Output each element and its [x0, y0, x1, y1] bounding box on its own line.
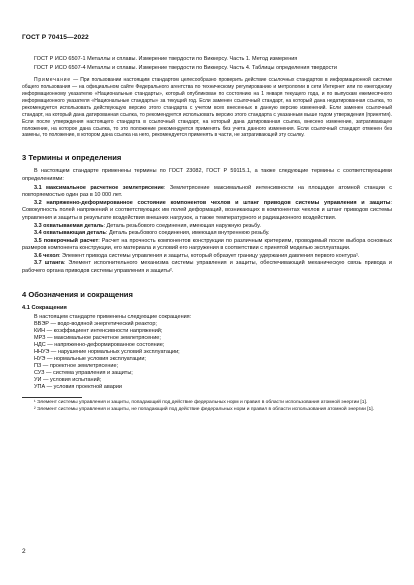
term-3-3-name: 3.3 охватываемая деталь: [34, 222, 104, 229]
term-3-4: [22, 230, 392, 238]
page-content: [22, 56, 392, 413]
term-3-7-definition: : Элемент исполнительного механизма системы управления и защиты, обеспечивающий механическую связь привода и рабочего органа приводов системы управления и защиты².: [22, 260, 392, 275]
standard-code-header: ГОСТ Р 70415—2022: [22, 34, 89, 41]
term-3-6-definition: : Элемент привода системы управления и защиты, который образует границу удержания давления первого контура¹.: [59, 252, 360, 259]
term-3-2-definition: : Совокупность полей напряжений и соответствующих им полей деформаций, возникающих в компонентах чехлов и штанг приводов системы управления и защиты в результате воздействия внешних нагрузок, а также температурного и радиационного воздействия.: [22, 199, 392, 221]
abbreviation-item: ННУЭ — нарушение нормальных условий эксплуатации;: [34, 349, 180, 356]
term-3-2: [22, 200, 392, 223]
reference-1: ГОСТ Р ИСО 6507-1 Металлы и сплавы. Измерение твердости по Виккерсу. Часть 1. Метод измерения: [34, 56, 298, 62]
abbreviation-item: СУЗ — система управления и защиты;: [34, 370, 133, 377]
section-4-intro: В настоящем стандарте применены следующие сокращения:: [34, 313, 192, 320]
term-3-5-name: 3.5 поверочный расчет: [34, 237, 99, 244]
term-3-5: [22, 238, 392, 253]
abbreviation-item: ВВЭР — водо-водяной энергетический реактор;: [34, 321, 157, 328]
note-paragraph: [22, 77, 392, 139]
abbreviation-list: [22, 321, 392, 391]
note-text: — При пользовании настоящим стандартом целесообразно проверить действие ссылочных стандартов в информационной системе общего пользования — на официальном сайте Федерального агентства по техническому регулированию и метрологии в сети Интернет или по ежегодному информационному указателю «Национальные стандарты», который опубликован по состоянию на 1 января текущего года, и по выпускам ежемесячного информационного указателя «Национальные стандарты» за текущий год. Если заменен ссылочный стандарт, на который дана недатированная ссылка, то рекомендуется использовать действующую версию этого стандарта с учетом всех внесенных в данную версию изменений. Если заменен ссылочный стандарт, на который дана датированная ссылка, то рекомендуется использовать версию этого стандарта с указанным выше годом утверждения (принятия). Если после утверждения настоящего стандарта в ссылочный стандарт, на который дана датированная ссылка, внесено изменение, затрагивающее положение, на которое дана ссылка, то это положение рекомендуется применять без учета данного изменения. Если ссылочный стандарт отменен без замены, то положение, в котором дана ссылка на него, рекомендуется применять в части, не затрагивающей эту ссылку.: [22, 77, 392, 139]
abbreviation-item: НУЭ — нормальные условия эксплуатации;: [34, 356, 146, 363]
abbreviation-item: КИН — коэффициент интенсивности напряжений;: [34, 328, 163, 335]
section-4-1-title: 4.1 Сокращения: [22, 304, 67, 311]
term-3-1-definition: : Землетрясение максимальной интенсивности на площадке атомной станции с повторяемостью один раз в 10 000 лет.: [22, 184, 392, 199]
term-3-1-name: 3.1 максимальное расчетное землетрясение: [34, 184, 164, 191]
footnote-divider: [22, 397, 82, 398]
reference-2: ГОСТ Р ИСО 6507-4 Металлы и сплавы. Измерение твердости по Виккерсу. Часть 4. Таблицы определения твердости: [34, 64, 337, 71]
term-3-5-definition: : Расчет на прочность компонентов конструкции по различным критериям, проводимый после выбора основных размеров компонента конструкции, его материала и условий его нагружения в соответствии с принятой моделью эксплуатации.: [22, 237, 392, 252]
abbreviation-item: МРЗ — максимальное расчетное землетрясение;: [34, 335, 161, 342]
abbreviation-item: ПЗ — проектное землетрясение;: [34, 363, 119, 370]
footnote-2: ² Элемент системы управления и защиты, не попадающий под действие федеральных норм и правил в области использования атомной энергии [1].: [34, 406, 374, 412]
abbreviation-item: НДС — напряженно-деформированное состояние;: [34, 342, 165, 349]
term-3-2-name: 3.2 напряженно-деформированное состояние компонентов чехлов и штанг приводов системы управления и защиты: [34, 199, 391, 206]
section-3-intro: В настоящем стандарте применены термины по ГОСТ 23082, ГОСТ Р 59115.1, а также следующие термины с соответствующими определениями:: [22, 168, 392, 182]
term-3-6-name: 3.6 чехол: [34, 252, 59, 259]
term-3-7-name: 3.7 штанга: [34, 260, 64, 267]
term-3-4-name: 3.4 охватывающая деталь: [34, 230, 106, 237]
abbreviation-item: УПА — условия проектной аварии: [34, 384, 122, 391]
term-3-3-definition: : Деталь резьбового соединения, имеющая наружную резьбу.: [103, 222, 261, 229]
section-4-title: 4 Обозначения и сокращения: [22, 289, 133, 299]
footnote-1: ¹ Элемент системы управления и защиты, попадающий под действие федеральных норм и правил в области использования атомной энергии [1].: [34, 400, 368, 406]
abbreviation-item: УИ — условия испытаний;: [34, 377, 102, 384]
term-3-4-definition: : Деталь резьбового соединения, имеющая внутреннюю резьбу.: [105, 230, 270, 237]
term-3-1: [22, 185, 392, 200]
page-number: 2: [22, 548, 26, 555]
section-3-title: 3 Термины и определения: [22, 153, 122, 163]
term-3-7: [22, 260, 392, 275]
term-3-3: [22, 223, 392, 231]
note-label: Примечание: [34, 77, 71, 84]
